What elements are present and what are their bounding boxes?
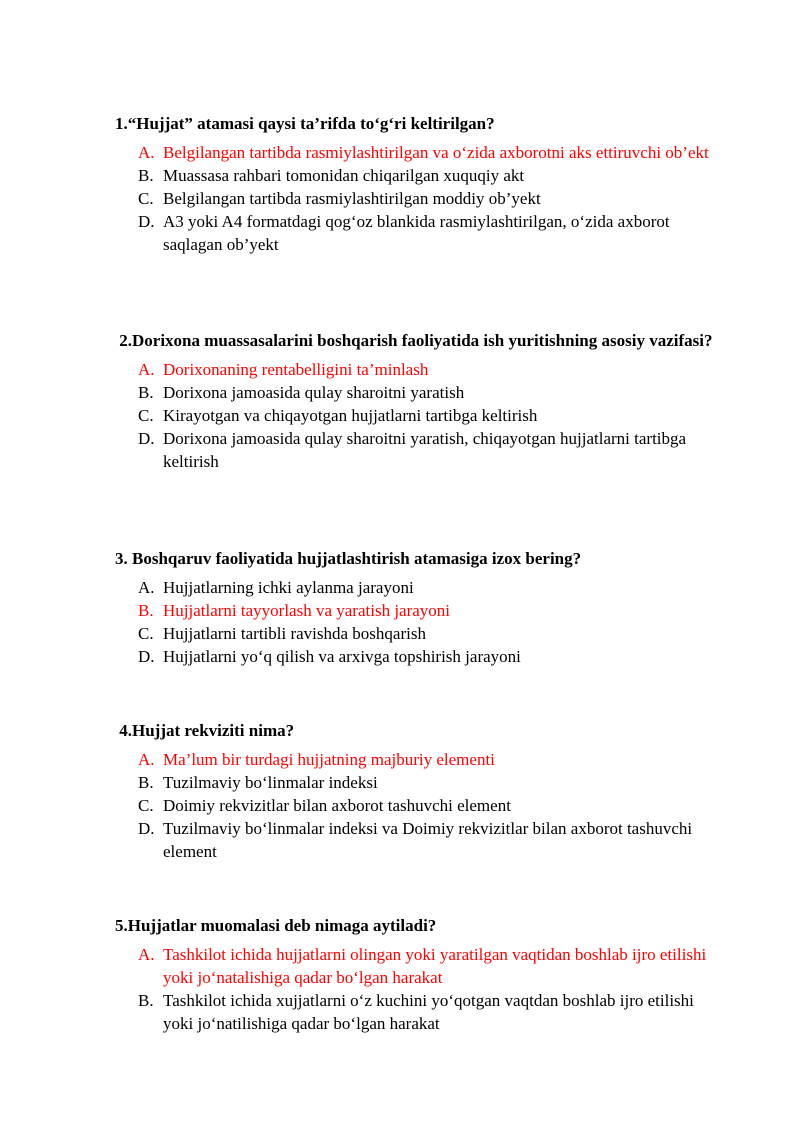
question-2 xyxy=(115,329,755,473)
option-b: B. Hujjatlarni tayyorlash va yaratish jarayoni xyxy=(138,601,451,620)
question-5 xyxy=(115,914,755,1035)
option-c: C. Hujjatlarni tartibli ravishda boshqarish xyxy=(138,624,426,643)
options-list xyxy=(115,748,755,863)
option-d: D. A3 yoki A4 formatdagi qog‘oz blankida rasmiylashtirilgan, o‘zida axborot saqlagan ob’yekt xyxy=(138,212,670,254)
option-b: B. Dorixona jamoasida qulay sharoitni yaratish xyxy=(138,383,465,402)
option-b: B. Tuzilmaviy bo‘linmalar indeksi xyxy=(138,773,378,792)
option-b: B. Muassasa rahbari tomonidan chiqarilgan xuquqiy akt xyxy=(138,166,525,185)
option-a: A. Tashkilot ichida hujjatlarni olingan yoki yaratilgan vaqtidan boshlab ijro etilishi yoki jo‘natalishiga qadar bo‘lgan harakat xyxy=(138,945,707,987)
options-list xyxy=(115,358,755,473)
option-c: C. Belgilangan tartibda rasmiylashtirilgan moddiy ob’yekt xyxy=(138,189,541,208)
question-title: 2.Dorixona muassasalarini boshqarish faoliyatida ish yuritishning asosiy vazifasi? xyxy=(115,331,713,350)
option-a: A. Belgilangan tartibda rasmiylashtirilgan va o‘zida axborotni aks ettiruvchi ob’ekt xyxy=(138,143,709,162)
option-d: D. Dorixona jamoasida qulay sharoitni yaratish, chiqayotgan hujjatlarni tartibga keltirish xyxy=(138,429,687,471)
question-title: 3. Boshqaruv faoliyatida hujjatlashtirish atamasiga izox bering? xyxy=(115,549,582,568)
question-3 xyxy=(115,547,755,668)
question-title: 5.Hujjatlar muomalasi deb nimaga aytiladi? xyxy=(115,916,437,935)
option-d: D. Hujjatlarni yo‘q qilish va arxivga topshirish jarayoni xyxy=(138,647,521,666)
options-list xyxy=(115,943,755,1035)
option-c: C. Doimiy rekvizitlar bilan axborot tashuvchi element xyxy=(138,796,511,815)
options-list xyxy=(115,141,755,256)
option-d: D. Tuzilmaviy bo‘linmalar indeksi va Doimiy rekvizitlar bilan axborot tashuvchi element xyxy=(138,819,693,861)
question-title: 1.“Hujjat” atamasi qaysi ta’rifda to‘g‘ri keltirilgan? xyxy=(115,114,495,133)
question-4 xyxy=(115,719,755,863)
question-1 xyxy=(115,112,755,256)
options-list xyxy=(115,576,755,668)
question-title: 4.Hujjat rekviziti nima? xyxy=(115,721,295,740)
option-b: B. Tashkilot ichida xujjatlarni o‘z kuchini yo‘qotgan vaqtdan boshlab ijro etilishi yoki jo‘natilishiga qadar bo‘lgan harakat xyxy=(138,991,694,1033)
option-a: A. Dorixonaning rentabelligini ta’minlash xyxy=(138,360,429,379)
option-c: C. Kirayotgan va chiqayotgan hujjatlarni tartibga keltirish xyxy=(138,406,538,425)
option-a: A. Hujjatlarning ichki aylanma jarayoni xyxy=(138,578,414,597)
option-a: A. Ma’lum bir turdagi hujjatning majburiy elementi xyxy=(138,750,495,769)
